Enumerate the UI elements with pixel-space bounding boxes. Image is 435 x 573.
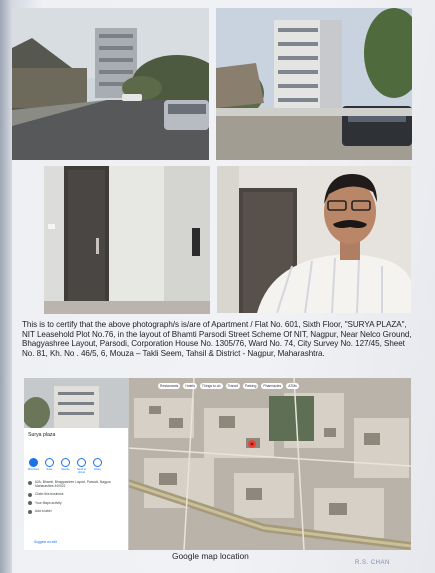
- maps-activity-row[interactable]: Your Maps activity: [28, 501, 124, 506]
- street-view-photo: [12, 8, 209, 160]
- chip-parking[interactable]: Parking: [244, 384, 257, 388]
- owner-portrait-photo: [217, 166, 411, 313]
- history-icon: [28, 501, 32, 505]
- place-details: [28, 480, 124, 518]
- claim-business-row[interactable]: Claim this business: [28, 492, 124, 497]
- page-edge-shadow: [0, 0, 12, 573]
- building-exterior-photo: [216, 8, 412, 160]
- certification-text: This is to certify that the above photograph/s is/are of Apartment / Flat No. 601, Sixth Floor, "SURYA PLAZA", NIT Leasehold Plot No.76, in the layout of Bhamti Parsodi Street Scheme Of NIT, Nagpur, Near Nelco Ground, Bhagyashree Layout, Parsodi, Corporation House No. 1305/76, Ward No. 74, City Survey No. 127/45, Sheet No. 81, Kh. No . 46/5, 6, Mouza – Takli Seem, Tahsil & District - Nagpur, Maharashtra.: [22, 320, 412, 358]
- place-info-panel: [24, 378, 129, 550]
- chip-restaurants[interactable]: Restaurants: [160, 384, 179, 388]
- nearby-button[interactable]: Nearby: [59, 458, 72, 474]
- map-category-chips: [158, 383, 299, 389]
- send-to-phone-button[interactable]: Send to phone: [75, 458, 88, 474]
- place-name: Surya plaza: [28, 432, 56, 438]
- chip-things-to-do[interactable]: Things to do: [201, 384, 221, 388]
- location-pin-icon: [28, 481, 32, 485]
- place-photo: [24, 378, 128, 428]
- chip-transit[interactable]: Transit: [227, 384, 238, 388]
- save-button[interactable]: Save: [43, 458, 56, 474]
- chip-atms[interactable]: ATMs: [288, 384, 297, 388]
- map-caption: Google map location: [172, 551, 249, 561]
- place-actions: [27, 458, 104, 474]
- chip-pharmacies[interactable]: Pharmacies: [263, 384, 282, 388]
- google-map-screenshot: [24, 378, 411, 550]
- directions-button[interactable]: Directions: [27, 458, 40, 474]
- seal-stamp-fragment: R.S. CHAN: [355, 560, 390, 566]
- label-icon: [28, 510, 32, 514]
- add-label-row[interactable]: Add a label: [28, 509, 124, 514]
- suggest-edit-link[interactable]: Suggest an edit: [34, 540, 57, 544]
- chip-hotels[interactable]: Hotels: [185, 384, 195, 388]
- shield-icon: [28, 493, 32, 497]
- share-button[interactable]: Share: [91, 458, 104, 474]
- address-row[interactable]: 62A, Bhamti, Bhagyashree Layout, Parsodi, Nagpur, Maharashtra 440022: [28, 480, 124, 488]
- flat-entrance-door-photo: [44, 166, 210, 314]
